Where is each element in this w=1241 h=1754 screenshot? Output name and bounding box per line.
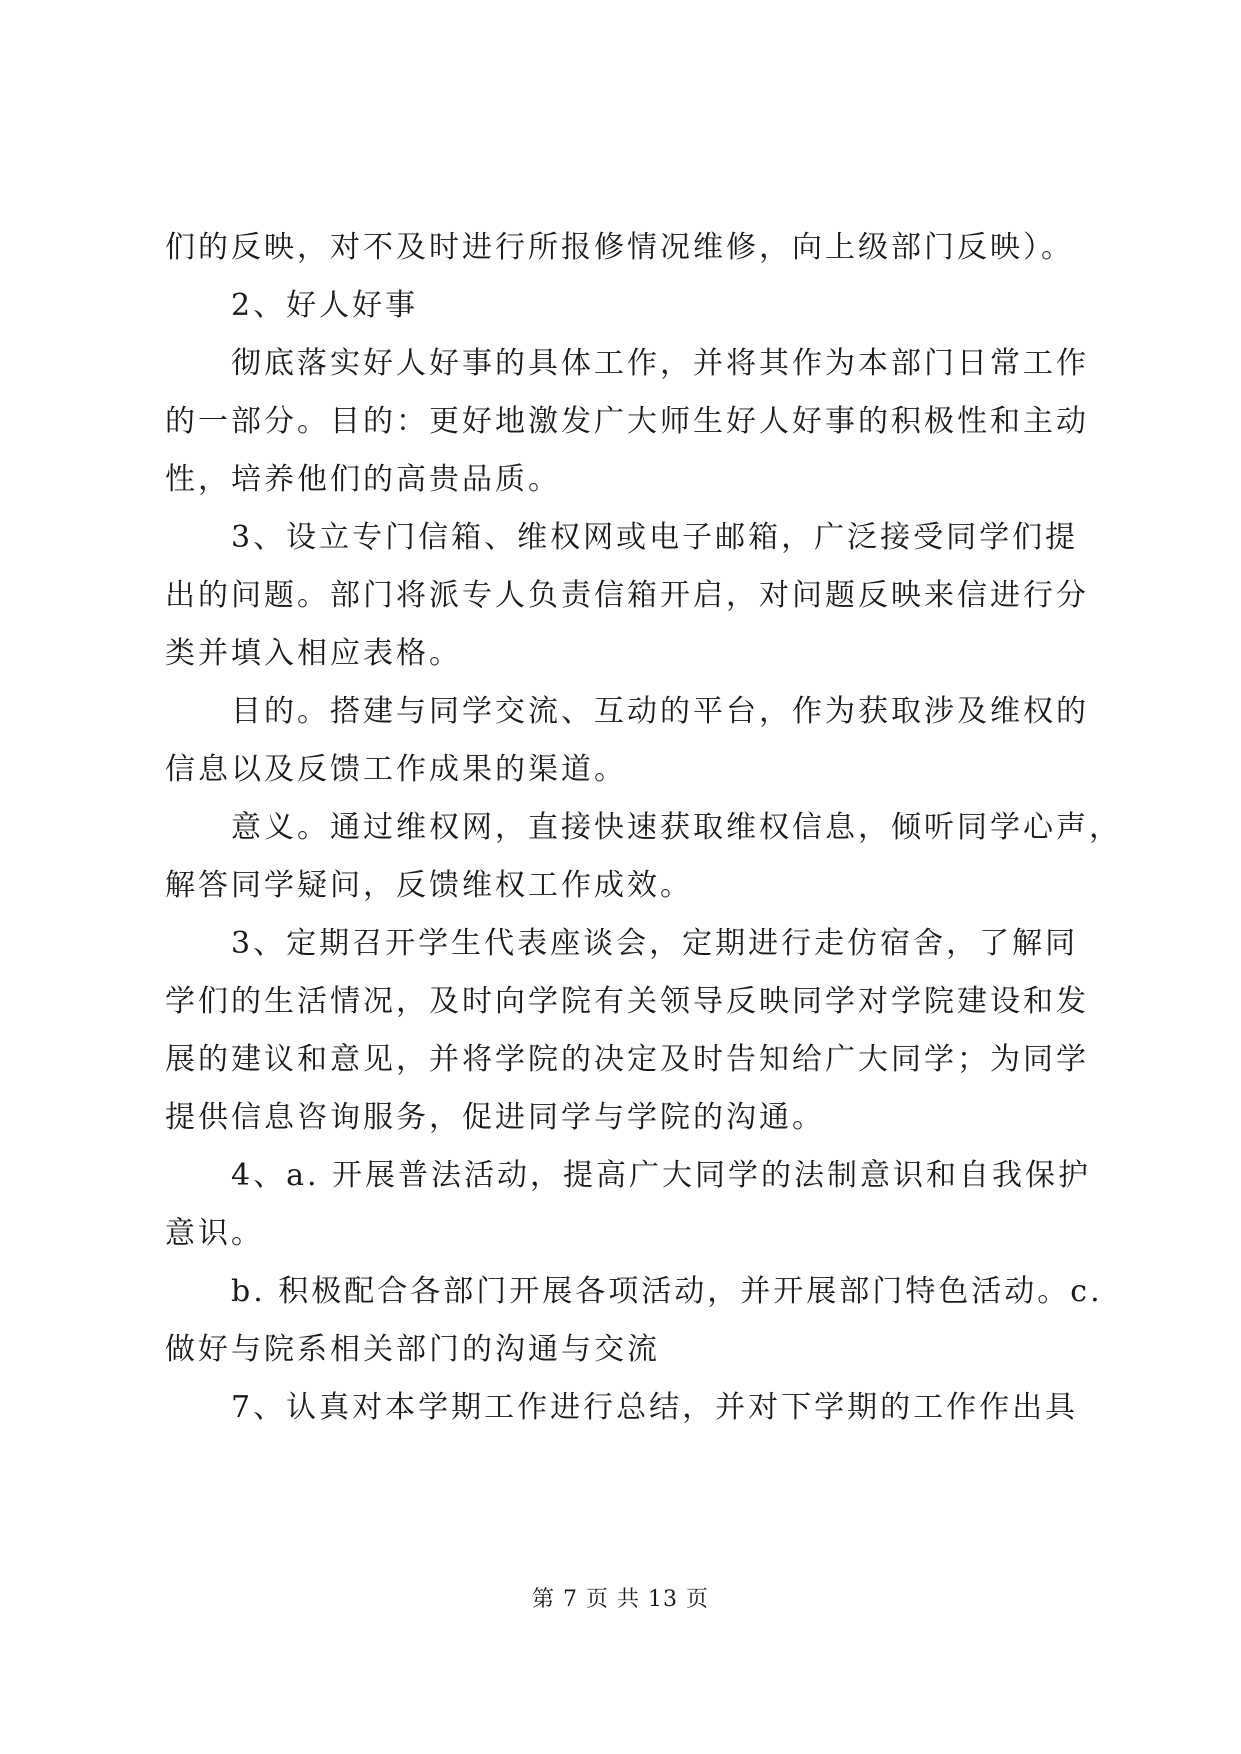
text-line: 的一部分。目的：更好地激发广大师生好人好事的积极性和主动 <box>165 404 1089 439</box>
text-line: 彻底落实好人好事的具体工作，并将其作为本部门日常工作 <box>231 346 1089 381</box>
text-line: 提供信息咨询服务，促进同学与学院的沟通。 <box>165 1100 825 1135</box>
text-line: 出的问题。部门将派专人负责信箱开启，对问题反映来信进行分 <box>165 578 1089 613</box>
text-line: 学们的生活情况，及时向学院有关领导反映同学对学院建设和发 <box>165 984 1089 1019</box>
text-line: 4、a. 开展普法活动，提高广大同学的法制意识和自我保护 <box>231 1158 1092 1193</box>
text-line: 信息以及反馈工作成果的渠道。 <box>165 752 627 787</box>
text-line: 意识。 <box>165 1216 264 1251</box>
text-line: 们的反映，对不及时进行所报修情况维修，向上级部门反映）。 <box>165 230 1074 265</box>
text-line: 7、认真对本学期工作进行总结，并对下学期的工作作出具 <box>231 1390 1079 1425</box>
text-line: 类并填入相应表格。 <box>165 636 462 671</box>
text-line: 解答同学疑问，反馈维权工作成效。 <box>165 868 693 903</box>
text-line: 展的建议和意见，并将学院的决定及时告知给广大同学；为同学 <box>165 1042 1089 1077</box>
text-line: 3、定期召开学生代表座谈会，定期进行走仿宿舍，了解同 <box>231 926 1079 961</box>
text-line: 目的。搭建与同学交流、互动的平台，作为获取涉及维权的 <box>231 694 1089 729</box>
section-heading: 2、好人好事 <box>231 288 419 323</box>
text-line: 做好与院系相关部门的沟通与交流 <box>165 1332 660 1367</box>
text-line: 3、设立专门信箱、维权网或电子邮箱，广泛接受同学们提 <box>231 520 1079 555</box>
text-line: 意义。通过维权网，直接快速获取维权信息，倾听同学心声， <box>231 810 1122 845</box>
text-line: 性，培养他们的高贵品质。 <box>165 462 561 497</box>
page-number-footer: 第 7 页 共 13 页 <box>532 1587 709 1612</box>
text-line: b. 积极配合各部门开展各项活动，并开展部门特色活动。c. <box>231 1274 1103 1309</box>
